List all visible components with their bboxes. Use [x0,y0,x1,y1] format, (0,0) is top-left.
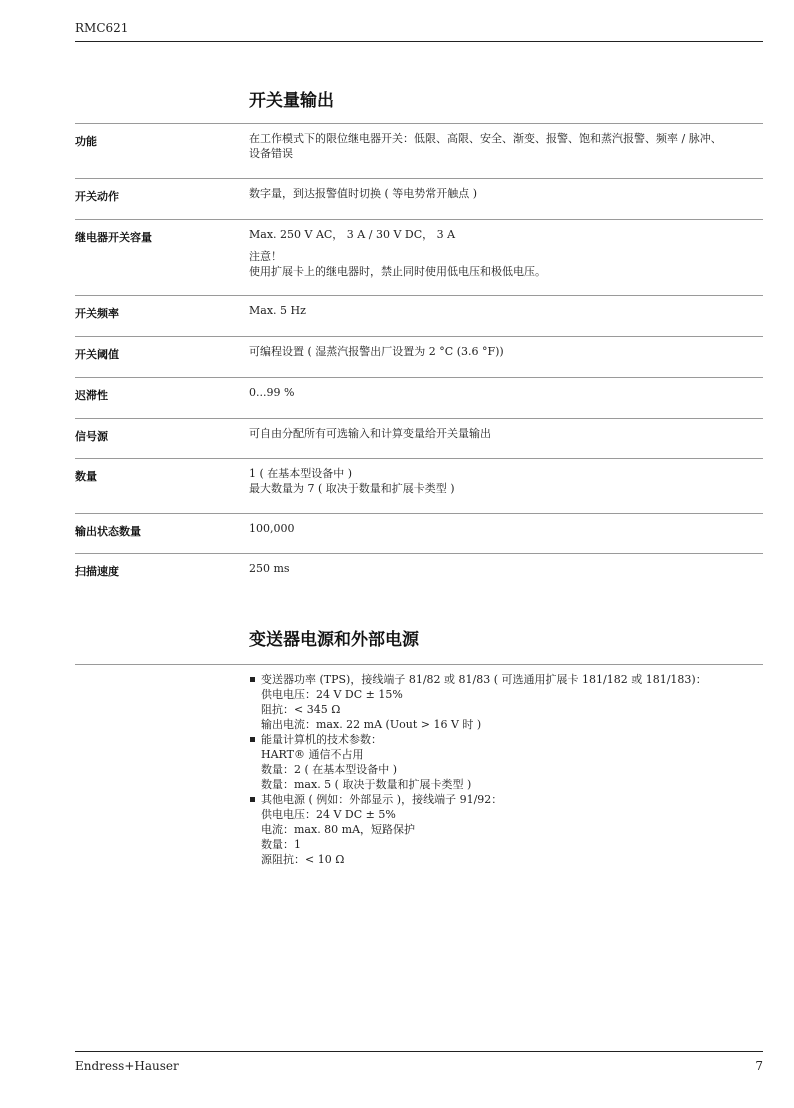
row-label: 继电器开关容量 [75,231,152,244]
bullet-detail-line: 源阻抗：< 10 Ω [261,853,345,866]
bullet-detail-line: 供电电压：24 V DC ± 15% [261,688,403,701]
bullet-detail-line: 输出电流：max. 22 mA (Uout > 16 V 时 ) [261,718,482,731]
row-value [249,303,763,318]
power-supply-list [249,672,707,867]
row-value [249,466,763,496]
row-label: 功能 [75,135,97,148]
bullet-item: 能量计算机的技术参数： [249,732,707,747]
row-rule [75,295,763,296]
row-rule [75,123,763,124]
bullet-detail-line: 电流：max. 80 mA，短路保护 [261,823,416,836]
row-value [249,344,763,359]
bullet-detail-line: 数量：1 [261,838,301,851]
row-value [249,186,763,201]
footer-brand: Endress+Hauser [75,1059,179,1073]
row-value-line: 250 ms [249,562,290,575]
row-label: 输出状态数量 [75,525,141,538]
footer-rule [75,1051,763,1052]
row-value [249,131,763,161]
row-label: 开关频率 [75,307,119,320]
row-value-line [249,242,763,249]
row-value-line: 在工作模式下的限位继电器开关：低限、高限、安全、渐变、报警、饱和蒸汽报警、频率 / 脉冲、 [249,132,722,145]
bullet-detail-line: 数量：2 ( 在基本型设备中 ) [261,763,398,776]
row-value-line: 可自由分配所有可选输入和计算变量给开关量输出 [249,427,491,440]
row-label: 迟滞性 [75,389,108,402]
row-value-line: Max. 250 V AC， 3 A / 30 V DC， 3 A [249,228,456,241]
row-label: 信号源 [75,430,108,443]
row-value [249,385,763,400]
row-value [249,227,763,279]
row-value-line: 最大数量为 7 ( 取决于数量和扩展卡类型 ) [249,482,455,495]
bullet-detail-line: 数量：max. 5 ( 取决于数量和扩展卡类型 ) [261,778,472,791]
row-value-line: 注意！ [249,250,282,263]
row-rule [75,336,763,337]
row-value-line: 数字量，到达报警值时切换 ( 等电势常开触点 ) [249,187,478,200]
row-value [249,426,763,441]
row-value [249,561,763,576]
row-label: 开关阈值 [75,348,119,361]
row-rule [75,377,763,378]
row-label: 开关动作 [75,190,119,203]
row-value-line: 可编程设置 ( 湿蒸汽报警出厂设置为 2 °C (3.6 °F)) [249,345,504,358]
row-value-line: 使用扩展卡上的继电器时，禁止同时使用低电压和极低电压。 [249,265,546,278]
bullet-item: 其他电源 ( 例如：外部显示 )，接线端子 91/92： [249,792,707,807]
row-value-line: 0...99 % [249,386,295,399]
page-number: 7 [755,1059,763,1073]
row-value-line: Max. 5 Hz [249,304,306,317]
row-rule [75,553,763,554]
bullet-detail-line: 供电电压：24 V DC ± 5% [261,808,396,821]
row-value [249,521,763,536]
bullet-detail-line: HART® 通信不占用 [261,748,364,761]
row-rule [75,178,763,179]
row-rule [75,458,763,459]
bullet-item: 变送器功率 (TPS)，接线端子 81/82 或 81/83 ( 可选通用扩展卡 181/182 或 181/183)： [249,672,707,687]
document-code: RMC621 [75,21,129,35]
row-rule [75,418,763,419]
row-label: 数量 [75,470,97,483]
row-label: 扫描速度 [75,565,119,578]
header-rule [75,41,763,42]
bullet-detail-line: 阻抗：< 345 Ω [261,703,341,716]
row-rule [75,513,763,514]
row-value-line: 100,000 [249,522,295,535]
section-rule [75,664,763,665]
section-title-switch-output: 开关量输出 [249,91,334,111]
row-value-line: 设备错误 [249,147,293,160]
section-title-power-supply: 变送器电源和外部电源 [249,630,419,650]
row-rule [75,219,763,220]
row-value-line: 1 ( 在基本型设备中 ) [249,467,353,480]
